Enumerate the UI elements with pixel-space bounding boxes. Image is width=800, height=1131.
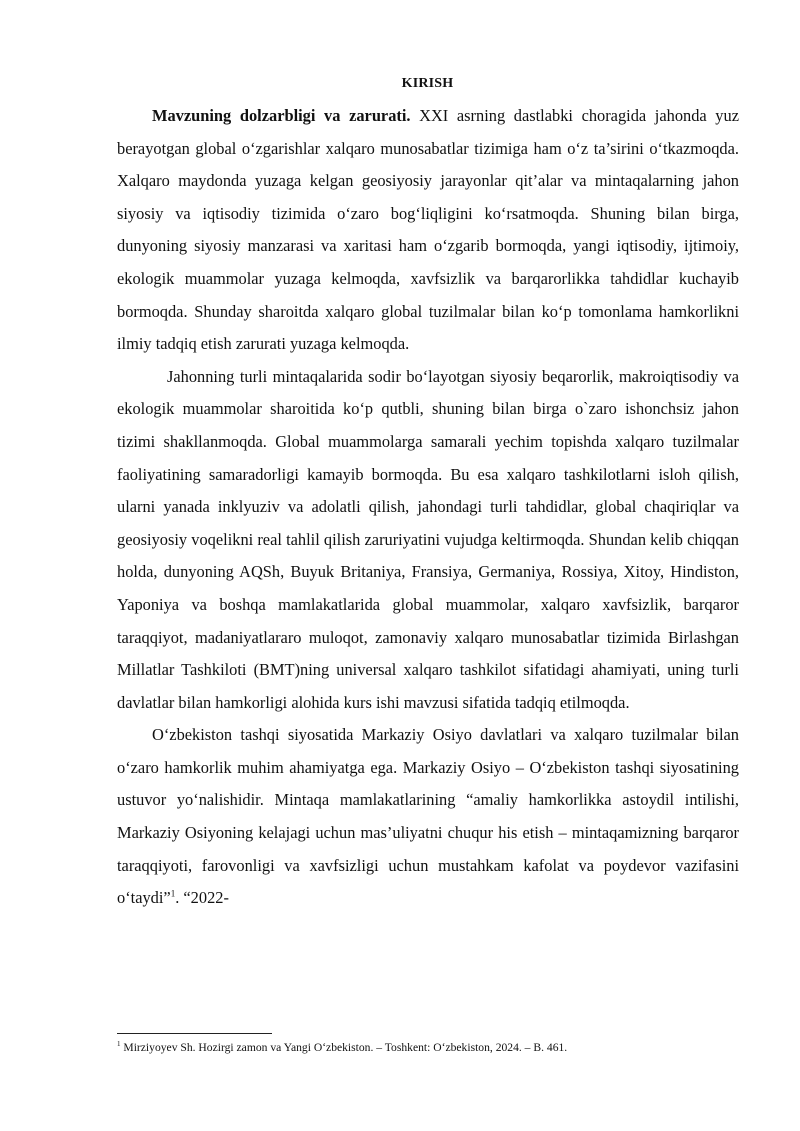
paragraph-lead: Mavzuning dolzarbligi va zarurati. [152,106,411,125]
paragraph-text: XXI asrning dastlabki choragida jahonda yuz berayotgan global o‘zgarishlar xalqaro munosabatlar tizimiga ham o‘z ta’sirini o‘tkazmoqda. Xalqaro maydonda yuzaga kelgan geosiyosiy jarayonlar qit’alar va mintaqalarning jahon siyosiy va iqtisodiy tizimida o‘zaro bog‘liqligini ko‘rsatmoqda. Shuning bilan birga, dunyoning siyosiy manzarasi va xaritasi ham o‘zgarib bormoqda, yangi iqtisodiy, ijtimoiy, ekologik muammolar yuzaga kelmoqda, xavfsizlik va barqarorlikka tahdidlar kuchayib bormoqda. Shunday sharoitda xalqaro global tuzilmalar bilan ko‘p tomonlama hamkorlikni ilmiy tadqiq etish zarurati yuzaga kelmoqda. [117,106,739,354]
footnote-reference: 1 [170,888,176,899]
paragraph-uzbekistan-policy [117,719,739,915]
footnote [117,1040,739,1056]
paragraph-tail: . “2022- [175,888,229,908]
footnote-separator [117,1033,272,1034]
page-title: KIRISH [401,76,454,91]
paragraph-global-problems: Jahonning turli mintaqalarida sodir bo‘layotgan siyosiy beqarorlik, makroiqtisodiy va ekologik muammolar sharoitida ko‘p qutbli, shuning bilan birga o`zaro ishonchsiz jahon tizimi shakllanmoqda. Global muammolarga samarali yechim topishda xalqaro tuzilmalar faoliyatining samaradorligi kamayib bormoqda. Bu esa xalqaro tashkilotlarni isloh qilish, ularni yanada inklyuziv va adolatli qilish, jahondagi turli tahdidlar, global chaqiriqlar va geosiyosiy voqelikni real tahlil qilish zaruriyatini vujudga keltirmoqda. Shundan kelib chiqqan holda, dunyoning AQSh, Buyuk Britaniya, Fransiya, Germaniya, Rossiya, Xitoy, Hindiston, Yaponiya va boshqa mamlakatlarida global muammolar, xalqaro xavfsizlik, barqaror taraqqiyot, madaniyatlararo muloqot, zamonaviy xalqaro munosabatlar tizimida Birlashgan Millatlar Tashkiloti (BMT)ning universal xalqaro tashkilot sifatidagi ahamiyati, uning turli davlatlar bilan hamkorligi alohida kurs ishi mavzusi sifatida tadqiq etilmoqda. [117,366,739,712]
footnote-mark: 1 [117,1040,121,1049]
body-text [117,100,739,915]
paragraph-relevance [117,100,739,361]
footnote-text: Mirziyoyev Sh. Hozirgi zamon va Yangi O‘zbekiston. – Toshkent: O‘zbekiston, 2024. – B. 461. [120,1041,568,1054]
paragraph-text: O‘zbekiston tashqi siyosatida Markaziy Osiyo davlatlari va xalqaro tuzilmalar bilan o‘zaro hamkorlik muhim ahamiyatga ega. Markaziy Osiyo – O‘zbekiston tashqi siyosatining ustuvor yo‘nalishidir. Mintaqa mamlakatlarining “amaliy hamkorlikka astoydil intilishi, Markaziy Osiyoning kelajagi uchun mas’uliyatni chuqur his etish – mintaqamizning barqaror taraqqiyoti, farovonligi va xavfsizligi uchun mustahkam kafolat va poydevor vazifasini o‘taydi” [117,725,739,908]
